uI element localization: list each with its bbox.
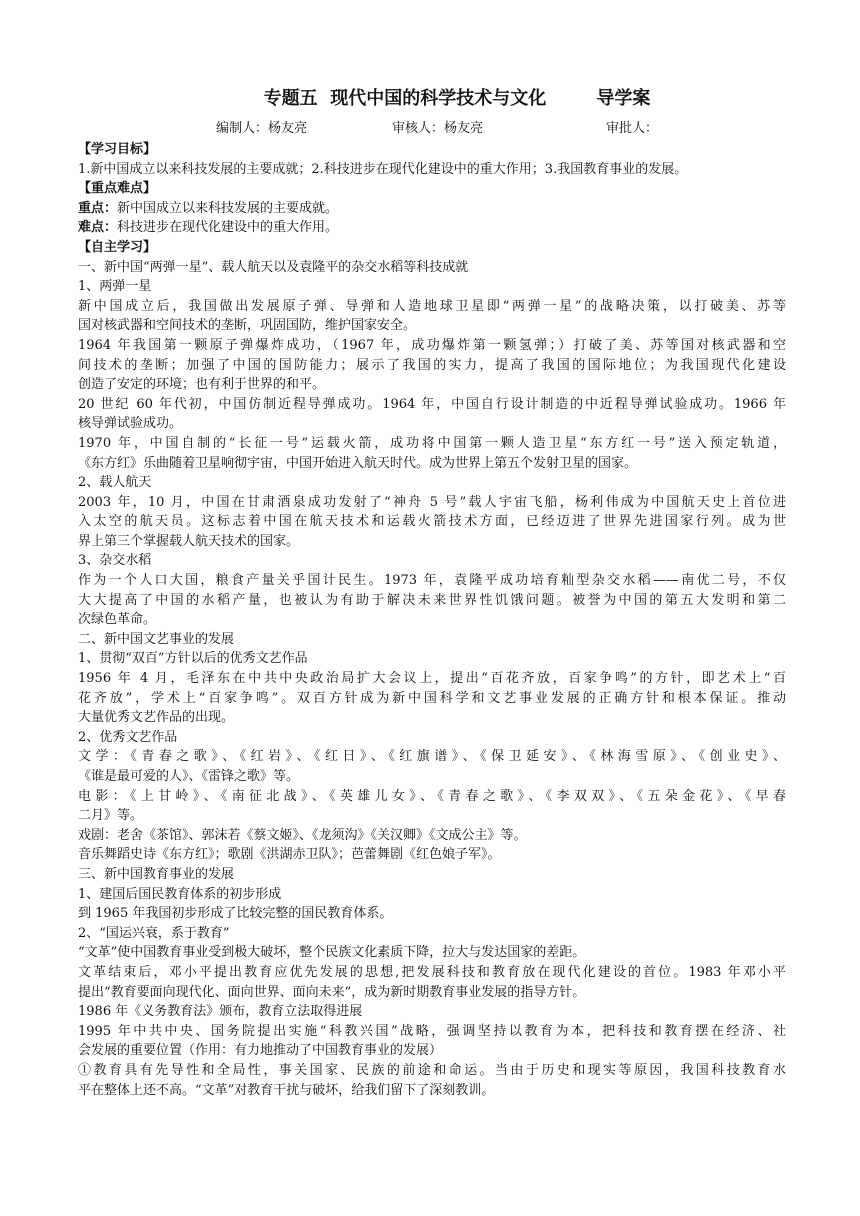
body-text-line: 1964 年我国第一颗原子弹爆炸成功，（1967 年，成功爆炸第一颗氢弹；）打破了美、苏等国对核武器和空	[78, 337, 786, 353]
self-study-content	[78, 258, 786, 1101]
body-text-line: 1970 年，中国自制的“长征一号”运载火箭，成功将中国第一颗人造卫星“东方红一号”送入预定轨道，	[78, 435, 786, 451]
document-title: 专题五 现代中国的科学技术与文化 导学案	[263, 88, 651, 109]
body-text-line: 3、杂交水稻	[78, 553, 152, 569]
body-text-line: 二月》等。	[78, 808, 144, 824]
body-text-line: “文革”使中国教育事业受到极大破坏，整个民族文化素质下降，拉大与发达国家的差距。	[78, 945, 586, 961]
body-text-line: 国对核武器和空间技术的垄断，巩固国防，维护国家安全。	[78, 318, 417, 334]
section-heading-self-study: 【自主学习】	[78, 239, 157, 255]
editor-credit: 编制人：杨友亮	[216, 121, 308, 136]
body-text-line: 新中国成立后，我国做出发展原子弹、导弹和人造地球卫星即“两弹一星”的战略决策，以打破美、苏等	[78, 298, 786, 314]
difficult-point-text: 科技进步在现代化建设中的重大作用。	[117, 220, 339, 236]
difficult-point-line	[78, 218, 786, 238]
key-point-label: 重点：	[78, 200, 118, 216]
body-text-line: 1、建国后国民教育体系的初步形成	[78, 886, 282, 902]
body-text-line: 1、两弹一星	[78, 279, 152, 295]
body-text-line: 20 世纪 60 年代初，中国仿制近程导弹成功。1964 年，中国自行设计制造的中近程导弹试验成功。1966 年	[78, 396, 786, 412]
approver-credit: 审批人：	[606, 121, 659, 136]
body-text-line: 《谁是最可爱的人》、《雷锋之歌》等。	[78, 769, 300, 784]
body-text-line: 2003 年，10 月，中国在甘肃酒泉成功发射了“神舟 5 号”载人宇宙飞船，杨利伟成为中国航天史上首位进	[78, 494, 786, 510]
body-text-line: 文学：《青春之歌》、《红岩》、《红日》、《红旗谱》、《保卫延安》、《林海雪原》、《创业史》、	[78, 749, 786, 765]
body-text-line: 一、新中国“两弹一星”、载人航天以及袁隆平的杂交水稻等科技成就	[78, 259, 469, 275]
body-text-line: 三、新中国教育事业的发展	[78, 866, 235, 882]
document-body	[78, 140, 786, 1100]
body-text-line: 二、新中国文艺事业的发展	[78, 631, 235, 647]
body-text-line: 会发展的重要位置（作用：有力地推动了中国教育事业的发展）	[78, 1043, 443, 1059]
body-text-line: 间技术的垄断；加强了中国的国防能力；展示了我国的实力，提高了我国的国际地位；为我国现代化建设	[78, 357, 786, 373]
body-text-line: 2、载人航天	[78, 475, 152, 491]
body-text-line: 平在整体上还不高。“文革”对教育干扰与破坏，给我们留下了深刻教训。	[78, 1082, 495, 1098]
body-text-line: 《东方红》乐曲随着卫星响彻宇宙，中国开始进入航天时代。成为世界上第五个发射卫星的国家。	[78, 455, 638, 471]
key-point-line	[78, 199, 786, 219]
body-text-line: 1、贯彻“双百”方针以后的优秀文艺作品	[78, 651, 308, 667]
body-text-line: ①教育具有先导性和全局性，事关国家、民族的前途和命运。当由于历史和现实等原因，我国科技教育水	[78, 1062, 786, 1078]
author-line	[78, 120, 786, 140]
document-page	[78, 88, 786, 1100]
body-text-line: 戏剧：老舍《茶馆》、郭沫若《蔡文姬》、《龙须沟》《关汉卿》《文成公主》等。	[78, 827, 527, 843]
body-text-line: 大大提高了中国的水稻产量，也被认为有助于解决未来世界性饥饿问题。被誉为中国的第五大发明和第二	[78, 592, 786, 608]
body-text-line: 音乐舞蹈史诗《东方红》；歌剧《洪湖赤卫队》；芭蕾舞剧《红色娘子军》。	[78, 847, 501, 863]
body-text-line: 作为一个人口大国，粮食产量关乎国计民生。1973 年，袁隆平成功培育籼型杂交水稻——南优二号，不仅	[78, 573, 786, 589]
body-text-line: 核导弹试验成功。	[78, 416, 183, 432]
goals-text: 1.新中国成立以来科技发展的主要成就；2.科技进步在现代化建设中的重大作用；3.我国教育事业的发展。	[78, 161, 688, 177]
body-text-line: 1995 年中共中央、国务院提出实施“科教兴国”战略，强调坚持以教育为本，把科技和教育摆在经济、社	[78, 1023, 786, 1039]
body-text-line: 次绿色革命。	[78, 612, 157, 628]
body-text-line: 1986 年《义务教育法》颁布，教育立法取得进展	[78, 1004, 363, 1020]
body-text-line: 1956 年 4 月，毛泽东在中共中央政治局扩大会议上，提出“百花齐放，百家争鸣”的方针，即艺术上“百	[78, 671, 786, 687]
body-text-line: 到 1965 年我国初步形成了比较完整的国民教育体系。	[78, 906, 393, 922]
body-text-line: 大量优秀文艺作品的出现。	[78, 710, 235, 726]
section-heading-goals: 【学习目标】	[78, 142, 157, 157]
body-text-line: 电影：《上甘岭》、《南征北战》、《英雄儿女》、《青春之歌》、《李双双》、《五朵金花》、《早春	[78, 788, 786, 804]
body-text-line: 入太空的航天员。这标志着中国在航天技术和运载火箭技术方面，已经迈进了世界先进国家行列。成为世	[78, 514, 786, 530]
key-point-text: 新中国成立以来科技发展的主要成就。	[117, 200, 339, 216]
section-heading-key-points: 【重点难点】	[78, 181, 157, 197]
body-text-line: 文革结束后，邓小平提出教育应优先发展的思想,把发展科技和教育放在现代化建设的首位。1983 年邓小平	[78, 964, 786, 980]
body-text-line: 花齐放”，学术上“百家争鸣”。双百方针成为新中国科学和文艺事业发展的正确方针和根本保证。推动	[78, 690, 786, 706]
body-text-line: 2、“国运兴衰，系于教育”	[78, 925, 230, 941]
body-text-line: 创造了安定的环境；也有利于世界的和平。	[78, 377, 326, 393]
reviewer-credit: 审核人：杨友亮	[392, 121, 484, 136]
body-text-line: 界上第三个掌握载人航天技术的国家。	[78, 533, 300, 549]
body-text-line: 提出“教育要面向现代化、面向世界、面向未来”，成为新时期教育事业发展的指导方针。	[78, 984, 586, 1000]
body-text-line: 2、优秀文艺作品	[78, 729, 178, 745]
difficult-point-label: 难点：	[78, 220, 118, 236]
